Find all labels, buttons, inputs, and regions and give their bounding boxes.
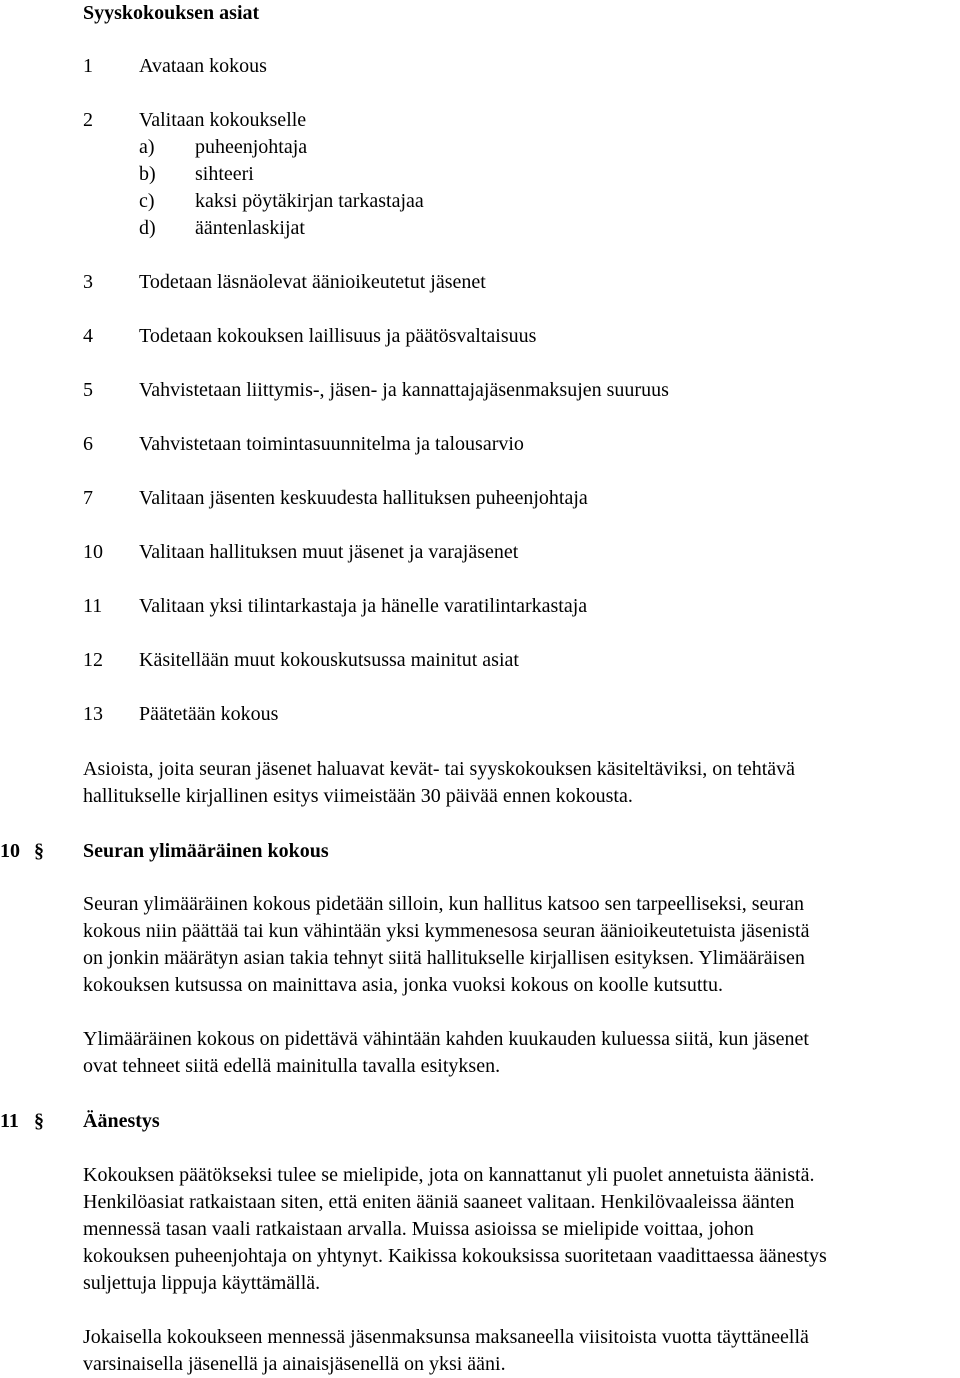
agenda-number: 10 [83, 541, 103, 563]
agenda-item: Valitaan hallituksen muut jäsenet ja varajäsenet [139, 541, 519, 563]
paragraph-line: Asioista, joita seuran jäsenet haluavat kevät- tai syyskokouksen käsiteltäviksi, on tehtävä [83, 758, 796, 780]
section-paragraph [83, 1026, 958, 1080]
agenda-number: 2 [83, 109, 93, 131]
paragraph-line: Seuran ylimääräinen kokous pidetään silloin, kun hallitus katsoo sen tarpeelliseksi, seuran [83, 893, 804, 915]
section-paragraph [83, 1324, 958, 1378]
agenda-item: Vahvistetaan liittymis-, jäsen- ja kannattajajäsenmaksujen suuruus [139, 379, 669, 401]
section-number: 10 [0, 840, 20, 862]
subitem-text: sihteeri [195, 163, 254, 185]
agenda-item: Vahvistetaan toimintasuunnitelma ja talousarvio [139, 433, 524, 455]
agenda-item: Avataan kokous [139, 55, 267, 77]
agenda-item: Valitaan kokoukselle [139, 109, 307, 131]
submission-note [83, 756, 958, 810]
section-sign: § [34, 1110, 44, 1132]
agenda-number: 7 [83, 487, 93, 509]
paragraph-line: ovat tehneet siitä edellä mainitulla tavalla esityksen. [83, 1055, 501, 1077]
section-title: Seuran ylimääräinen kokous [83, 840, 329, 862]
agenda-number: 5 [83, 379, 93, 401]
subitem-letter: d) [139, 217, 156, 239]
subitem-text: puheenjohtaja [195, 136, 308, 158]
paragraph-line: mennessä tasan vaali ratkaistaan arvalla. Muissa asioissa se mielipide voittaa, johon [83, 1218, 754, 1240]
subitem-text: ääntenlaskijat [195, 217, 305, 239]
paragraph-line: hallitukselle kirjallinen esitys viimeistään 30 päivää ennen kokousta. [83, 785, 633, 807]
agenda-item: Todetaan läsnäolevat äänioikeutetut jäsenet [139, 271, 486, 293]
section-sign: § [34, 840, 44, 862]
agenda-number: 6 [83, 433, 93, 455]
section-number: 11 [0, 1110, 19, 1132]
subitem-letter: c) [139, 190, 155, 212]
paragraph-line: Henkilöasiat ratkaistaan siten, että eniten ääniä saaneet valitaan. Henkilövaaleissa äänten [83, 1191, 795, 1213]
agenda-number: 13 [83, 703, 103, 725]
agenda-number: 4 [83, 325, 93, 347]
paragraph-line: kokouksen kutsussa on mainittava asia, jonka vuoksi kokous on koolle kutsuttu. [83, 974, 723, 996]
paragraph-line: Kokouksen päätökseksi tulee se mielipide, jota on kannattanut yli puolet annetuista äänistä. [83, 1164, 815, 1186]
paragraph-line: on jonkin määrätyn asian takia tehnyt siitä hallitukselle kirjallisen esityksen. Ylimääräisen [83, 947, 805, 969]
subitem-letter: a) [139, 136, 155, 158]
agenda-number: 1 [83, 55, 93, 77]
agenda-number: 11 [83, 595, 103, 617]
agenda-number: 12 [83, 649, 103, 671]
paragraph-line: suljettuja lippuja käyttämällä. [83, 1272, 321, 1294]
agenda-item: Valitaan yksi tilintarkastaja ja hänelle varatilintarkastaja [139, 595, 588, 617]
subitem-text: kaksi pöytäkirjan tarkastajaa [195, 190, 424, 212]
agenda-number: 3 [83, 271, 93, 293]
agenda-item: Todetaan kokouksen laillisuus ja päätösvaltaisuus [139, 325, 537, 347]
paragraph-line: Jokaisella kokoukseen mennessä jäsenmaksunsa maksaneella viisitoista vuotta täyttäneellä [83, 1326, 809, 1348]
subitem-letter: b) [139, 163, 156, 185]
section-title: Äänestys [83, 1110, 160, 1132]
agenda-item: Päätetään kokous [139, 703, 279, 725]
agenda-item: Valitaan jäsenten keskuudesta hallituksen puheenjohtaja [139, 487, 588, 509]
section-paragraph [83, 891, 958, 999]
agenda-item: Käsitellään muut kokouskutsussa mainitut asiat [139, 649, 519, 671]
paragraph-line: Ylimääräinen kokous on pidettävä vähintään kahden kuukauden kuluessa siitä, kun jäsenet [83, 1028, 809, 1050]
section-heading: Syyskokouksen asiat [83, 2, 260, 24]
section-paragraph [83, 1162, 958, 1297]
paragraph-line: kokous niin päättää tai kun vähintään yksi kymmenesosa seuran äänioikeutetuista jäsenistä [83, 920, 810, 942]
paragraph-line: varsinaisella jäsenellä ja ainaisjäsenellä on yksi ääni. [83, 1353, 506, 1375]
paragraph-line: kokouksen puheenjohtaja on yhtynyt. Kaikissa kokouksissa suoritetaan vaadittaessa äänestys [83, 1245, 827, 1267]
